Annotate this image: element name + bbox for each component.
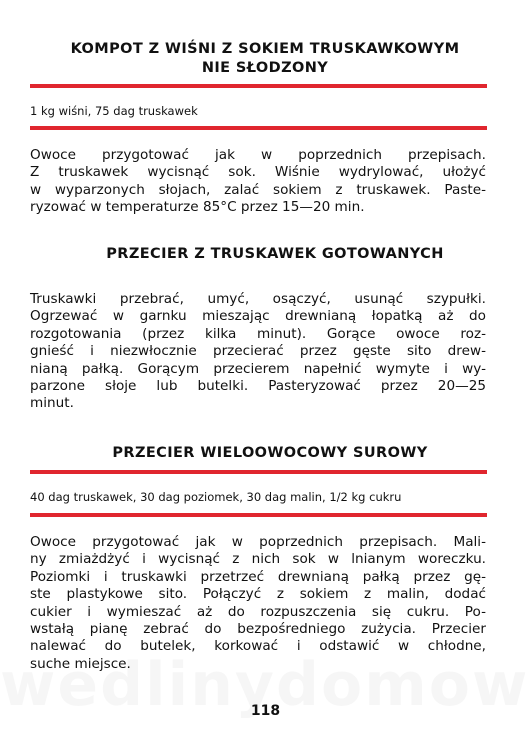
recipe-title: [35, 444, 505, 463]
body-line: nalewać do butelek, korkować i odstawić w chłodne,: [30, 638, 486, 655]
body-line: ryzować w temperaturze 85°C przez 15—20 min.: [30, 199, 365, 216]
body-line: ste plastykowe sito. Połączyć z sokiem z malin, dodać: [30, 586, 486, 603]
body-line: Z truskawek wycisnąć sok. Wiśnie wydrylować, ułożyć: [30, 164, 486, 181]
recipe-body: [30, 147, 486, 217]
body-line: suche miejsce.: [30, 655, 131, 672]
body-line: Owoce przygotować jak w poprzednich przepisach.: [30, 147, 486, 163]
recipe-title-line: PRZECIER Z TRUSKAWEK GOTOWANYCH: [106, 246, 444, 262]
red-divider: [30, 84, 487, 88]
recipe-title-line: KOMPOT Z WIŚNI Z SOKIEM TRUSKAWKOWYM: [70, 41, 460, 57]
body-line: gnieść i niezwłocznie przecierać przez gęste sito drew-: [30, 343, 486, 360]
body-line: ny zmiażdżyć i wycisnąć z nich sok w lnianym woreczku.: [30, 551, 486, 568]
ingredients-line: 1 kg wiśni, 75 dag truskawek: [30, 104, 198, 118]
body-line: Poziomki i truskawki przetrzeć drewnianą pałką przez gę-: [30, 568, 486, 585]
body-line: parzone słoje lub butelki. Pasteryzować przez 20—25: [30, 378, 486, 395]
recipe-body: [30, 291, 486, 413]
body-line: Owoce przygotować jak w poprzednich przepisach. Mali-: [30, 534, 486, 550]
body-line: Truskawki przebrać, umyć, osączyć, usunąć szypułki.: [30, 291, 486, 307]
recipe-title-line: NIE SŁODZONY: [201, 60, 329, 76]
recipe-title: [30, 40, 500, 78]
body-line: nianą pałką. Gorącym przecierem napełnić wymyte i wy-: [30, 360, 486, 377]
recipe-title: [40, 245, 510, 264]
page-number: 118: [250, 703, 281, 719]
red-divider: [30, 470, 487, 474]
body-line: Ogrzewać w garnku mieszając drewnianą łopatką aż do: [30, 308, 486, 325]
body-line: w wyparzonych słojach, zalać sokiem z truskawek. Paste-: [30, 181, 486, 198]
red-divider: [30, 513, 487, 517]
body-line: wstałą pianę zebrać do bezpośredniego zużycia. Przecier: [30, 621, 486, 638]
body-line: minut.: [30, 395, 74, 412]
body-line: rozgotowania (przez kilka minut). Gorące owoce roz-: [30, 325, 486, 342]
body-line: cukier i wymieszać aż do rozpuszczenia się cukru. Po-: [30, 603, 486, 620]
red-divider: [30, 126, 487, 130]
recipe-title-line: PRZECIER WIELOOWOCOWY SUROWY: [112, 445, 428, 461]
ingredients-line: 40 dag truskawek, 30 dag poziomek, 30 dag malin, 1/2 kg cukru: [30, 490, 402, 504]
